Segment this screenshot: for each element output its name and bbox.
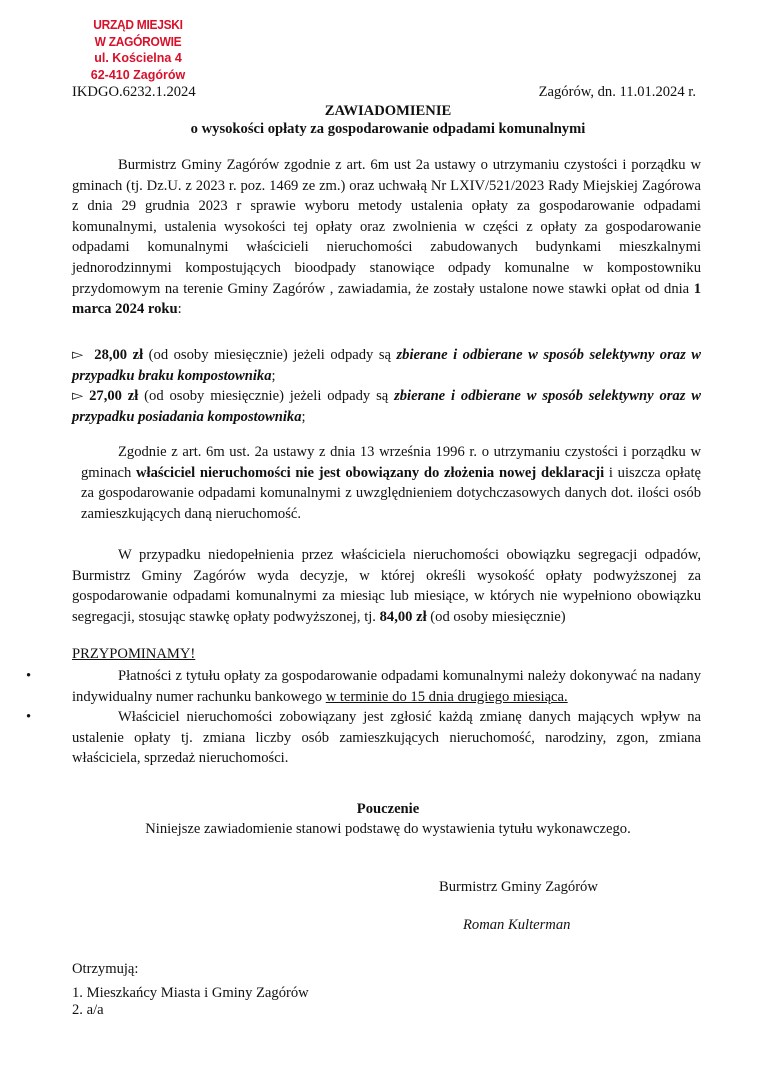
stamp-line-3: ul. Kościelna 4 [94, 51, 182, 65]
rate-end: ; [301, 408, 306, 425]
reference-number: IKDGO.6232.1.2024 [72, 84, 196, 100]
rate-condition: zbierane i odbierane w sposób selektywny oraz [394, 388, 686, 404]
rate-marker-icon: ▻ [72, 388, 84, 404]
intro-text: Burmistrz Gminy Zagórów zgodnie z art. 6m ust 2a ustawy o utrzymaniu czystości i porządku w gminach (tj. Dz.U. z 2023 r. poz. 1469 ze zm.) oraz uchwałą Nr LXIV/521/2023 Rady Miejskiej Zagórowa z dnia 29 grudnia 2023 r sprawie wyboru metody ustalenia opłaty za gospodarowanie odpadami komunalnymi, ustalenia wysokości tej opłaty oraz zwolnienia w części z opłaty za gospodarowanie odpadami komunalnymi właścicieli nieruchomości zabudowanych budynkami mieszkalnymi jednorodzinnymi kompostujących bioodpady stanowiące odpady komunalne w kompostowniku przydomowym na terenie Gminy Zagórów , zawiadamia, że zostały ustalone nowe stawki opłat od dnia [72, 157, 701, 297]
reminder-item [26, 707, 701, 769]
notice-text: Niniejsze zawiadomienie stanowi podstawę do wystawienia tytułu wykonawczego. [145, 821, 631, 837]
payment-deadline: w terminie do 15 dnia drugiego miesiąca. [325, 688, 568, 705]
recipient-item: 1. Mieszkańcy Miasta i Gminy Zagórów [72, 985, 309, 1001]
rate-amount: 27,00 zł [89, 388, 139, 404]
reminder-item-text: Płatności z tytułu opłaty za gospodarowanie odpadami komunalnymi należy dokonywać na nadany indywidualny numer rachunku bankowego [72, 668, 701, 705]
segregation-amount: 84,00 zł [379, 608, 427, 625]
stamp-line-4: 62-410 Zagórów [90, 68, 186, 82]
declaration-bold: właściciel nieruchomości nie jest obowiązany do złożenia nowej deklaracji [135, 464, 605, 481]
rate-item [72, 386, 701, 427]
segregation-text: W przypadku niedopełnienia przez właściciela nieruchomości obowiązku segregacji odpadów, Burmistrz Gminy Zagórów wyda decyzje, w której określi wysokość opłaty podwyższonej za gospodarowanie odpadami komunalnymi za miesiąc lub miesiące, w których nie wypełniono obowiązku segregacji, stosując stawkę opłaty podwyższonej, tj. [72, 547, 701, 625]
intro-paragraph [72, 155, 701, 320]
rate-marker-icon: ▻ [72, 347, 84, 363]
rate-amount: 28,00 zł [94, 347, 144, 363]
office-stamp [72, 16, 204, 84]
segregation-paragraph [72, 545, 701, 627]
intro-effective-date: 1 marca 2024 roku [72, 280, 701, 318]
declaration-text: Zgodnie z art. 6m ust. 2a ustawy z dnia 13 września 1996 r. o utrzymaniu czystości i porządku w gminach [81, 444, 701, 481]
reminder-item [26, 666, 701, 707]
declaration-paragraph [81, 442, 701, 524]
recipients-label: Otrzymują: [72, 961, 139, 977]
recipient-item: 2. a/a [72, 1002, 104, 1018]
document-subtitle: o wysokości opłaty za gospodarowanie odpadami komunalnymi [190, 121, 586, 137]
document-title: ZAWIADOMIENIE [324, 103, 452, 119]
rate-condition: zbierane i odbierane w sposób selektywny oraz [396, 347, 686, 363]
rate-text: (od osoby miesięcznie) jeżeli odpady są [138, 388, 395, 404]
reminder-heading: PRZYPOMINAMY! [72, 646, 196, 662]
rate-end: ; [271, 367, 276, 384]
recipients-list [72, 985, 309, 1019]
rate-item [72, 345, 701, 386]
stamp-line-1: URZĄD MIEJSKI [93, 17, 183, 32]
stamp-line-2: W ZAGÓROWIE [94, 34, 182, 49]
bullet-icon: • [26, 709, 32, 726]
intro-end: : [177, 301, 182, 318]
signature-role: Burmistrz Gminy Zagórów [439, 879, 598, 895]
segregation-text-end: (od osoby miesięcznie) [426, 608, 566, 625]
rate-condition-cont: w przypadku braku kompostownika [72, 347, 702, 384]
signature-name: Roman Kulterman [463, 917, 571, 933]
notice-heading: Pouczenie [356, 801, 420, 817]
rate-condition-cont: w przypadku posiadania kompostownika [72, 388, 701, 425]
bullet-icon: • [26, 668, 32, 684]
reminder-list [26, 666, 701, 769]
rate-text: (od osoby miesięcznie) jeżeli odpady są [143, 347, 397, 363]
place-date: Zagórów, dn. 11.01.2024 r. [538, 84, 696, 100]
reminder-item-text: Właściciel nieruchomości zobowiązany jest zgłosić każdą zmianę danych mających wpływ na ustalenie opłaty tj. zmiana liczby osób zamieszkujących nieruchomość, narodziny, zgon, zmiana właściciela, sprzedaż nieruchomości. [72, 709, 701, 767]
declaration-text-end: i uiszcza opłatę za gospodarowanie odpadami komunalnymi z uwzględnieniem dotychczasowych danych dot. ilości osób zamieszkujących daną nieruchomość. [81, 464, 701, 522]
